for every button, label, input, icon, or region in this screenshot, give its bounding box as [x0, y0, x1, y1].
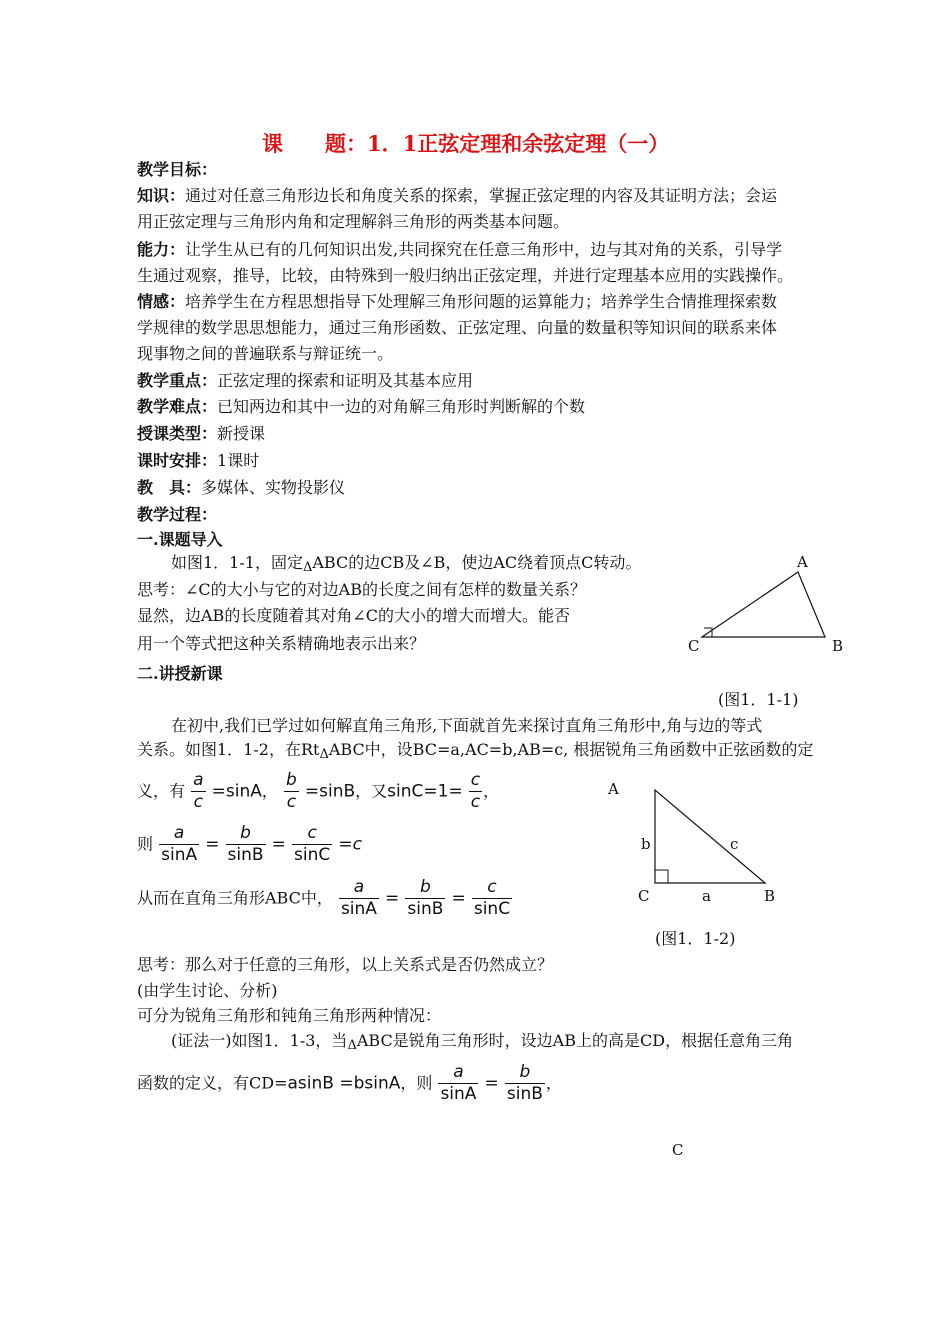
figure-1-2 — [640, 780, 800, 900]
section2-p1b-text-b: ABC中，设BC=a,AC=b,AB=c, 根据锐角三角函数中正弦函数的定 — [328, 740, 814, 759]
right-angle-mark — [655, 870, 668, 883]
schedule-text: 1课时 — [217, 451, 260, 470]
equals: = — [385, 888, 400, 909]
numerator: a — [193, 770, 204, 790]
section2-p1b — [137, 740, 813, 765]
comma: ， — [261, 781, 278, 801]
section2-p1: 在初中,我们已学过如何解直角三角形,下面就首先来探讨直角三角形中,角与边的等式 — [171, 716, 763, 735]
section1-p3-text-b: C的大小的增大而增大。能否 — [365, 606, 570, 625]
section1-p2-text-a: 思考： — [137, 580, 186, 599]
numerator: b — [505, 1062, 545, 1084]
angle-symbol: ∠ — [352, 606, 366, 625]
discuss-note: (由学生讨论、分析) — [137, 981, 278, 1000]
fig1-caption: (图1．1-1) — [718, 690, 799, 709]
equals: = — [338, 834, 353, 855]
fraction-b-over-sinb — [226, 823, 266, 866]
knowledge-line1 — [137, 186, 777, 206]
denominator: c — [193, 792, 203, 812]
numerator: b — [405, 877, 445, 899]
figure-1-2-triangle — [655, 790, 765, 883]
page-title: 课 题：1．1正弦定理和余弦定理（一） — [262, 131, 670, 156]
result-c: c — [352, 834, 362, 855]
fraction-b-over-sinb — [405, 877, 445, 920]
triangle-symbol: Δ — [319, 747, 329, 762]
fraction-a-over-sina — [159, 823, 199, 866]
proof1-line1 — [171, 1031, 793, 1056]
knowledge-text: 通过对任意三角形边长和角度关系的探索，掌握正弦定理的内容及其证明方法；会运 — [185, 186, 778, 205]
triangle-symbol: Δ — [302, 560, 313, 575]
denominator: sinB — [227, 845, 264, 865]
section2-heading: 二.讲授新课 — [137, 664, 223, 683]
fig1-label-a: A — [797, 553, 808, 571]
denominator: sinA — [340, 899, 377, 919]
fig2-label-a: A — [608, 780, 619, 798]
knowledge-label: 知识： — [137, 186, 186, 205]
numerator: a — [438, 1062, 478, 1084]
difficulty-text: 已知两边和其中一边的对角解三角形时判断解的个数 — [217, 397, 586, 416]
fig2-label-a-side: a — [702, 887, 711, 905]
denominator: c — [470, 792, 481, 812]
numerator: b — [226, 823, 266, 845]
denominator: sinA — [440, 1084, 477, 1104]
angle-symbol: ∠ — [185, 580, 199, 599]
proof1-text-b: ABC是锐角三角形时，设边AB上的高是CD，根据任意角三角 — [356, 1031, 794, 1050]
ability-line2: 生通过观察，推导，比较，由特殊到一般归纳出正弦定理，并进行定理基本应用的实践操作。 — [137, 266, 794, 285]
numerator: b — [285, 770, 297, 790]
proof1-text-a: (证法一)如图1．1-3，当 — [171, 1031, 348, 1050]
ability-label: 能力： — [137, 240, 186, 259]
denominator: sinC — [294, 845, 331, 865]
formula-line-2-text: 则 — [137, 834, 154, 854]
section1-p3 — [137, 606, 570, 626]
numerator: c — [472, 877, 512, 899]
sin-c: sinC — [387, 781, 424, 802]
fraction-c-over-c — [469, 770, 482, 813]
equals-one: =1= — [423, 781, 463, 802]
tools — [137, 478, 345, 498]
denominator: sinB — [407, 899, 444, 919]
numerator: c — [470, 770, 481, 790]
section1-p4: 用一个等式把这种关系精确地表示出来？ — [137, 634, 426, 653]
fig2-label-b: B — [764, 887, 776, 905]
lesson-type-label: 授课类型： — [137, 424, 218, 443]
figure-1-1-triangle — [702, 572, 825, 637]
numerator: c — [292, 823, 332, 845]
ability-text: 让学生从已有的几何知识出发,共同探究在任意三角形中，边与其对角的关系，引导学 — [185, 240, 783, 259]
emotion-line3: 现事物之间的普遍联系与辩证统一。 — [137, 344, 394, 363]
difficulty — [137, 397, 585, 417]
proof1-text-d: ，则 — [400, 1073, 433, 1093]
fig3-label-c: C — [672, 1141, 684, 1159]
key-point — [137, 371, 473, 391]
comma: ， — [483, 781, 500, 801]
fraction-a-over-sina — [438, 1062, 478, 1105]
fig2-label-c-side: c — [730, 835, 739, 853]
lesson-type-text: 新授课 — [217, 424, 266, 443]
cases-note: 可分为锐角三角形和钝角三角形两种情况： — [137, 1006, 442, 1025]
difficulty-label: 教学难点： — [137, 397, 218, 416]
cd-expression: asinB =bsinA — [287, 1073, 401, 1094]
comma: ， — [545, 1073, 562, 1093]
sin-a: sinA — [225, 781, 262, 802]
section1-p1-text-c: B，使边AC绕着顶点C转动。 — [433, 553, 642, 572]
ability-line1 — [137, 240, 782, 260]
equals: = — [304, 781, 320, 802]
triangle-symbol: Δ — [347, 1038, 357, 1053]
denominator: sinB — [506, 1084, 543, 1104]
tools-label: 教 具： — [137, 478, 202, 497]
denominator: sinA — [161, 845, 198, 865]
denominator: c — [286, 792, 297, 812]
equals: = — [271, 834, 286, 855]
formula-line-3 — [137, 877, 513, 920]
section1-p2 — [137, 580, 586, 600]
section2-p1b-text-a: 关系。如图1．1-2，在Rt — [137, 740, 320, 759]
fig2-label-c: C — [638, 887, 650, 905]
lesson-type — [137, 424, 265, 444]
section1-p1-text-a: 如图1．1-1，固定 — [171, 553, 303, 572]
section1-p1 — [171, 553, 641, 578]
fraction-a-over-c — [191, 770, 205, 813]
sin-b: sinB — [319, 781, 356, 802]
proof1-text-c: 函数的定义，有CD= — [137, 1073, 288, 1093]
equals: = — [451, 888, 466, 909]
formula-line-1-text-b: ，又 — [355, 781, 388, 801]
numerator: a — [339, 877, 379, 899]
knowledge-line2: 用正弦定理与三角形内角和定理解斜三角形的两类基本问题。 — [137, 212, 570, 231]
schedule-label: 课时安排： — [137, 451, 218, 470]
objectives-heading: 教学目标： — [137, 160, 218, 179]
formula-line-1 — [137, 770, 499, 813]
fig2-label-b-side: b — [641, 835, 651, 853]
angle-symbol: ∠ — [420, 553, 434, 572]
equals: = — [211, 781, 226, 802]
fraction-a-over-sina — [339, 877, 379, 920]
emotion-text: 培养学生在方程思想指导下处理解三角形问题的运算能力；培养学生合情推理探索数 — [185, 292, 778, 311]
process-heading: 教学过程： — [137, 505, 218, 524]
numerator: a — [159, 823, 199, 845]
emotion-line2: 学规律的数学思思想能力，通过三角形函数、正弦定理、向量的数量积等知识间的联系来体 — [137, 318, 778, 337]
schedule — [137, 451, 259, 471]
fraction-b-over-sinb — [505, 1062, 545, 1105]
fraction-c-over-sinc — [472, 877, 512, 920]
section1-heading: 一.课题导入 — [137, 530, 223, 549]
fig1-label-b: B — [832, 637, 844, 655]
key-point-text: 正弦定理的探索和证明及其基本应用 — [217, 371, 474, 390]
section1-p3-text-a: 显然，边AB的长度随着其对角 — [137, 606, 353, 625]
key-point-label: 教学重点： — [137, 371, 218, 390]
equals: = — [484, 1073, 499, 1094]
section1-p1-text-b: ABC的边CB及 — [312, 553, 421, 572]
section1-p2-text-b: C的大小与它的对边AB的长度之间有怎样的数量关系？ — [198, 580, 586, 599]
formula-line-2 — [137, 823, 362, 866]
think-2: 思考：那么对于任意的三角形，以上关系式是否仍然成立？ — [137, 955, 554, 974]
denominator: sinC — [473, 899, 511, 919]
fig2-caption: (图1．1-2) — [655, 929, 736, 948]
emotion-label: 情感： — [137, 292, 186, 311]
tools-text: 多媒体、实物投影仪 — [201, 478, 346, 497]
formula-line-1-text-a: 义，有 — [137, 781, 186, 801]
equals: = — [205, 834, 220, 855]
fraction-b-over-c — [284, 770, 299, 813]
fig1-label-c: C — [688, 637, 700, 655]
formula-line-3-text: 从而在直角三角形ABC中， — [137, 888, 333, 908]
fraction-c-over-sinc — [292, 823, 332, 866]
emotion-line1 — [137, 292, 777, 312]
proof1-line2 — [137, 1062, 562, 1105]
